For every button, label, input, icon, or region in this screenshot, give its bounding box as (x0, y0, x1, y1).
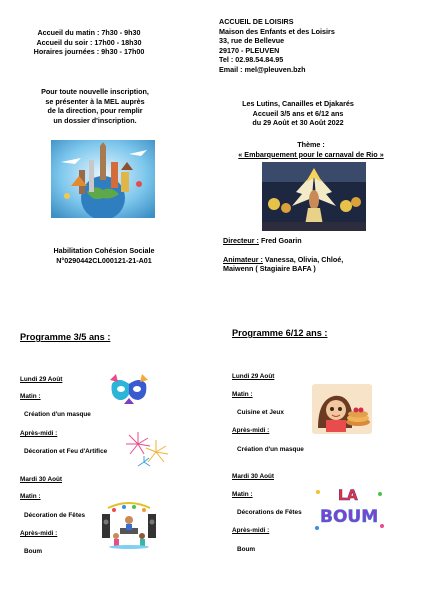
session-dates: du 29 Août et 30 Août 2022 (252, 118, 344, 128)
registration-note (36, 87, 154, 125)
session-ages: Accueil 3/5 ans et 6/12 ans (252, 108, 344, 118)
small-day2-morning-activity: Décoration de Fêtes (24, 512, 86, 519)
big-day1-morning-label: Matin : (232, 391, 253, 398)
director-label: Directeur : (223, 236, 259, 245)
theme-value: « Embarquement pour le carnaval de Rio » (238, 149, 384, 159)
session-info (230, 99, 366, 128)
big-day2-morning-activity: Décorations de Fêtes (237, 509, 302, 516)
small-day2-morning-label: Matin : (20, 493, 41, 500)
cooking-icon (312, 384, 372, 434)
small-day1-afternoon-label: Après-midi : (20, 430, 58, 437)
director-name: Fred Goarin (258, 236, 302, 245)
big-day2-morning-label: Matin : (232, 491, 253, 498)
habilitation (38, 246, 170, 265)
theme-label: Thème : (297, 140, 325, 149)
animators-line (223, 255, 403, 265)
center-street: 33, rue de Bellevue (219, 36, 285, 46)
contact-block (219, 17, 379, 75)
program-small-title: Programme 3/5 ans : (20, 332, 111, 342)
center-email: Email : mel@pleuven.bzh (219, 64, 306, 74)
la-boum-top-text: LA (338, 488, 358, 504)
animators-names-cont: Maiwenn ( Stagiaire BAFA ) (223, 264, 316, 274)
full-day-hours: Horaires journées : 9h30 - 17h00 (33, 47, 145, 57)
animators-names: Vanessa, Olivia, Chloé, (262, 254, 344, 264)
la-boum-bottom-text: BOUM (320, 507, 379, 527)
registration-line: un dossier d'inscription. (53, 115, 137, 125)
registration-line: de la direction, pour remplir (47, 106, 143, 116)
big-day2-afternoon-label: Après-midi : (232, 527, 270, 534)
world-travel-image (51, 140, 155, 218)
program-big-title: Programme 6/12 ans : (232, 328, 328, 338)
habilitation-label: Habilitation Cohésion Sociale (53, 246, 155, 255)
big-day1-afternoon-label: Après-midi : (232, 427, 270, 434)
animators-label: Animateur : (223, 254, 263, 264)
small-day2-afternoon-label: Après-midi : (20, 530, 58, 537)
small-day2-heading: Mardi 30 Août (20, 476, 63, 483)
big-day1-morning-activity: Cuisine et Jeux (237, 409, 284, 416)
small-day1-afternoon-activity: Décoration et Feu d'Artifice (24, 448, 108, 455)
party-dj-icon (100, 500, 158, 550)
registration-line: Pour toute nouvelle inscription, (41, 87, 149, 96)
small-day1-morning-label: Matin : (20, 393, 41, 400)
habilitation-number: N°0290442CL000121-21-A01 (56, 255, 152, 265)
big-day2-heading: Mardi 30 Août (232, 473, 275, 480)
opening-hours (30, 28, 148, 57)
carnival-image (262, 162, 366, 231)
fireworks-icon (124, 430, 170, 470)
director-line (223, 236, 403, 246)
session-groups: Les Lutins, Canailles et Djakarés (242, 99, 354, 108)
registration-line: se présenter à la MEL auprès (45, 96, 145, 106)
center-title: ACCUEIL DE LOISIRS (219, 17, 294, 26)
small-day1-heading: Lundi 29 Août (20, 376, 63, 383)
big-day1-afternoon-activity: Création d'un masque (237, 446, 304, 453)
center-place: Maison des Enfants et des Loisirs (219, 26, 335, 36)
morning-hours: Accueil du matin : 7h30 - 9h30 (37, 28, 141, 37)
small-day1-morning-activity: Création d'un masque (24, 411, 91, 418)
evening-hours: Accueil du soir : 17h00 - 18h30 (36, 37, 142, 47)
staff-block (223, 236, 403, 274)
mask-icon (108, 374, 150, 410)
big-day2-afternoon-activity: Boum (237, 546, 256, 553)
big-day1-heading: Lundi 29 Août (232, 373, 275, 380)
center-city: 29170 - PLEUVEN (219, 45, 280, 55)
small-day2-afternoon-activity: Boum (24, 548, 43, 555)
center-phone: Tel : 02.98.54.84.95 (219, 55, 284, 65)
theme-block (218, 140, 404, 159)
la-boum-logo (314, 484, 386, 532)
